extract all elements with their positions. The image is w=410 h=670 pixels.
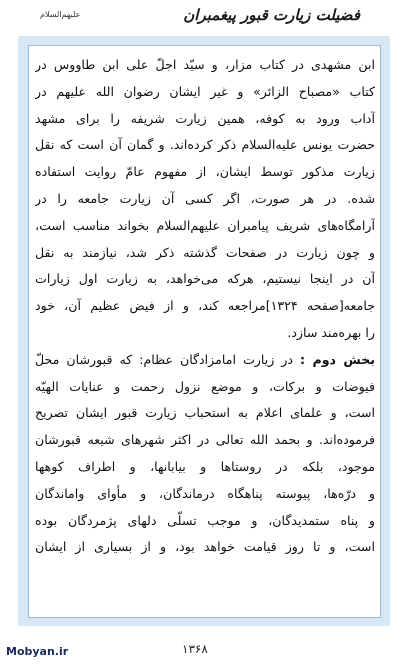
text-line: حضرت یونس علیه‌السلام ذکر کرده‌اند. و گمان آن است که نقل [35,137,375,153]
text-line: را بهره‌مند سازد. [287,324,375,340]
text-line: موجود، بلکه در روستاها و بیابانها، و اطراف کوهها [35,458,375,474]
chapter-title: فضیلت زیارت قبور پیغمبران [183,6,360,24]
body-text [35,52,375,561]
section-heading-text: در زیارت امامزادگان عظام: که قبورشان محلّ [35,351,294,367]
section-heading-line [35,347,375,374]
page-footer [0,632,410,670]
text-line: آرامگاه‌های شریف پیامبران علیهم‌السلام بخواند مناسب است، [35,217,375,233]
page-header [0,6,410,28]
text-line: جامعه[صفحه ۱۳۲۴]مراجعه کند، و از فیض عظیم آن، خود [35,298,375,314]
text-line: است، و علمای اعلام به استحباب زیارت قبور ایشان تصریح [35,405,375,421]
text-line: فرموده‌اند. و بحمد الله تعالی در اکثر شهرهای شیعه قبورشان [35,432,375,448]
site-watermark: Mobyan.ir [6,645,69,658]
text-line: ابن مشهدی در کتاب مزار، و سیّد اجلّ علی ابن طاووس در [35,57,375,72]
section-heading: بخش دوم : [300,351,375,367]
text-line: آن در اینجا نیستیم، هرکه می‌خواهد، به زیارت اول زیارات [35,271,375,287]
text-line: است، و تا روز قیامت خواهد بود، و از بسیاری از ایشان [35,539,375,555]
text-line: زیارت مذکور توسط ایشان، از مفهوم عامّ روایت استفاده [35,164,375,180]
text-line: آداب ورود به کوفه، همین زیارت شریفه را برای مشهد [35,110,375,126]
text-line: کتاب «مصباح الزائر» و غیر ایشان رضوان الله علیهم در [35,83,375,99]
text-line: و چون زیارت در صفحات گذشته ذکر شد، نیازمند به نقل [35,244,375,260]
title-honorific: علیهم‌السلام [40,10,81,19]
text-line: شده. در هر صورت، اگر کسی آن زیارت جامعه را در [35,190,375,206]
text-line: فیوضات و برکات، و موضع نزول رحمت و عنایات الهیّه [35,378,375,394]
page-number: ۱۳۶۸ [182,642,208,656]
text-line: و پناه ستمدیدگان، و موجب تسلّی دلهای پژمردگان بوده [35,512,375,528]
text-line: و درّه‌ها، پیوسته پناهگاه درماندگان، و مأوای واماندگان [35,485,375,501]
